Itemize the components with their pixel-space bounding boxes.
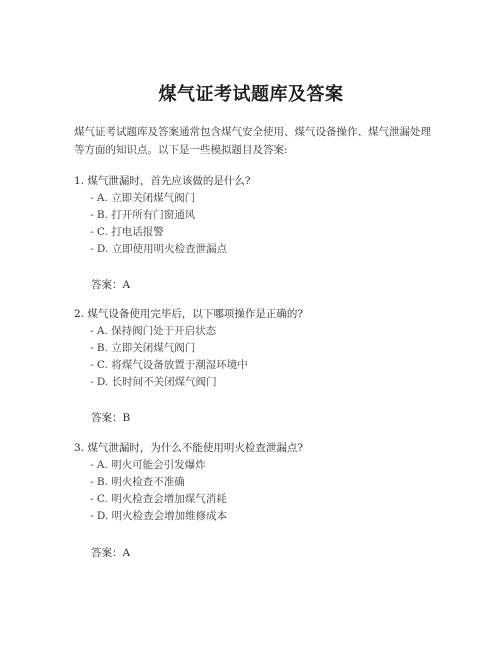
document-title: 煤气证考试题库及答案 xyxy=(158,84,344,105)
question-1-option-a: - A. 立即关闭煤气阀门 xyxy=(90,192,196,204)
question-1-option-c: - C. 打电话报警 xyxy=(90,226,164,238)
question-3-text: 3. 煤气泄漏时，为什么不能使用明火检查泄漏点? xyxy=(74,442,303,454)
intro-paragraph: 煤气证考试题库及答案通常包含煤气安全使用、煤气设备操作、煤气泄漏处理等方面的知识点。以下是一些模拟题目及答案: xyxy=(74,126,431,156)
question-2-answer: 答案：B xyxy=(91,412,131,424)
question-3-option-c: - C. 明火检查会增加煤气消耗 xyxy=(90,493,227,505)
question-2-option-b: - B. 立即关闭煤气阀门 xyxy=(90,342,196,354)
question-3-option-a: - A. 明火可能会引发爆炸 xyxy=(90,459,206,471)
question-3 xyxy=(74,440,434,525)
question-1-answer: 答案：A xyxy=(91,279,131,291)
question-1-option-b: - B. 打开所有门窗通风 xyxy=(90,209,196,221)
question-2-option-a: - A. 保持阀门处于开启状态 xyxy=(90,325,217,337)
question-2 xyxy=(74,306,434,391)
question-3-option-d: - D. 明火检查会增加维修成本 xyxy=(90,510,228,522)
question-2-option-c: - C. 将煤气设备放置于潮湿环境中 xyxy=(90,359,248,371)
question-1-text: 1. 煤气泄漏时，首先应该做的是什么? xyxy=(74,175,251,187)
question-1 xyxy=(74,173,434,258)
question-2-text: 2. 煤气设备使用完毕后，以下哪项操作是正确的? xyxy=(74,308,303,320)
question-3-answer: 答案：A xyxy=(91,547,131,559)
question-3-option-b: - B. 明火检查不准确 xyxy=(90,476,185,488)
question-2-option-d: - D. 长时间不关闭煤气阀门 xyxy=(90,376,217,388)
question-1-option-d: - D. 立即使用明火检查泄漏点 xyxy=(90,243,228,255)
